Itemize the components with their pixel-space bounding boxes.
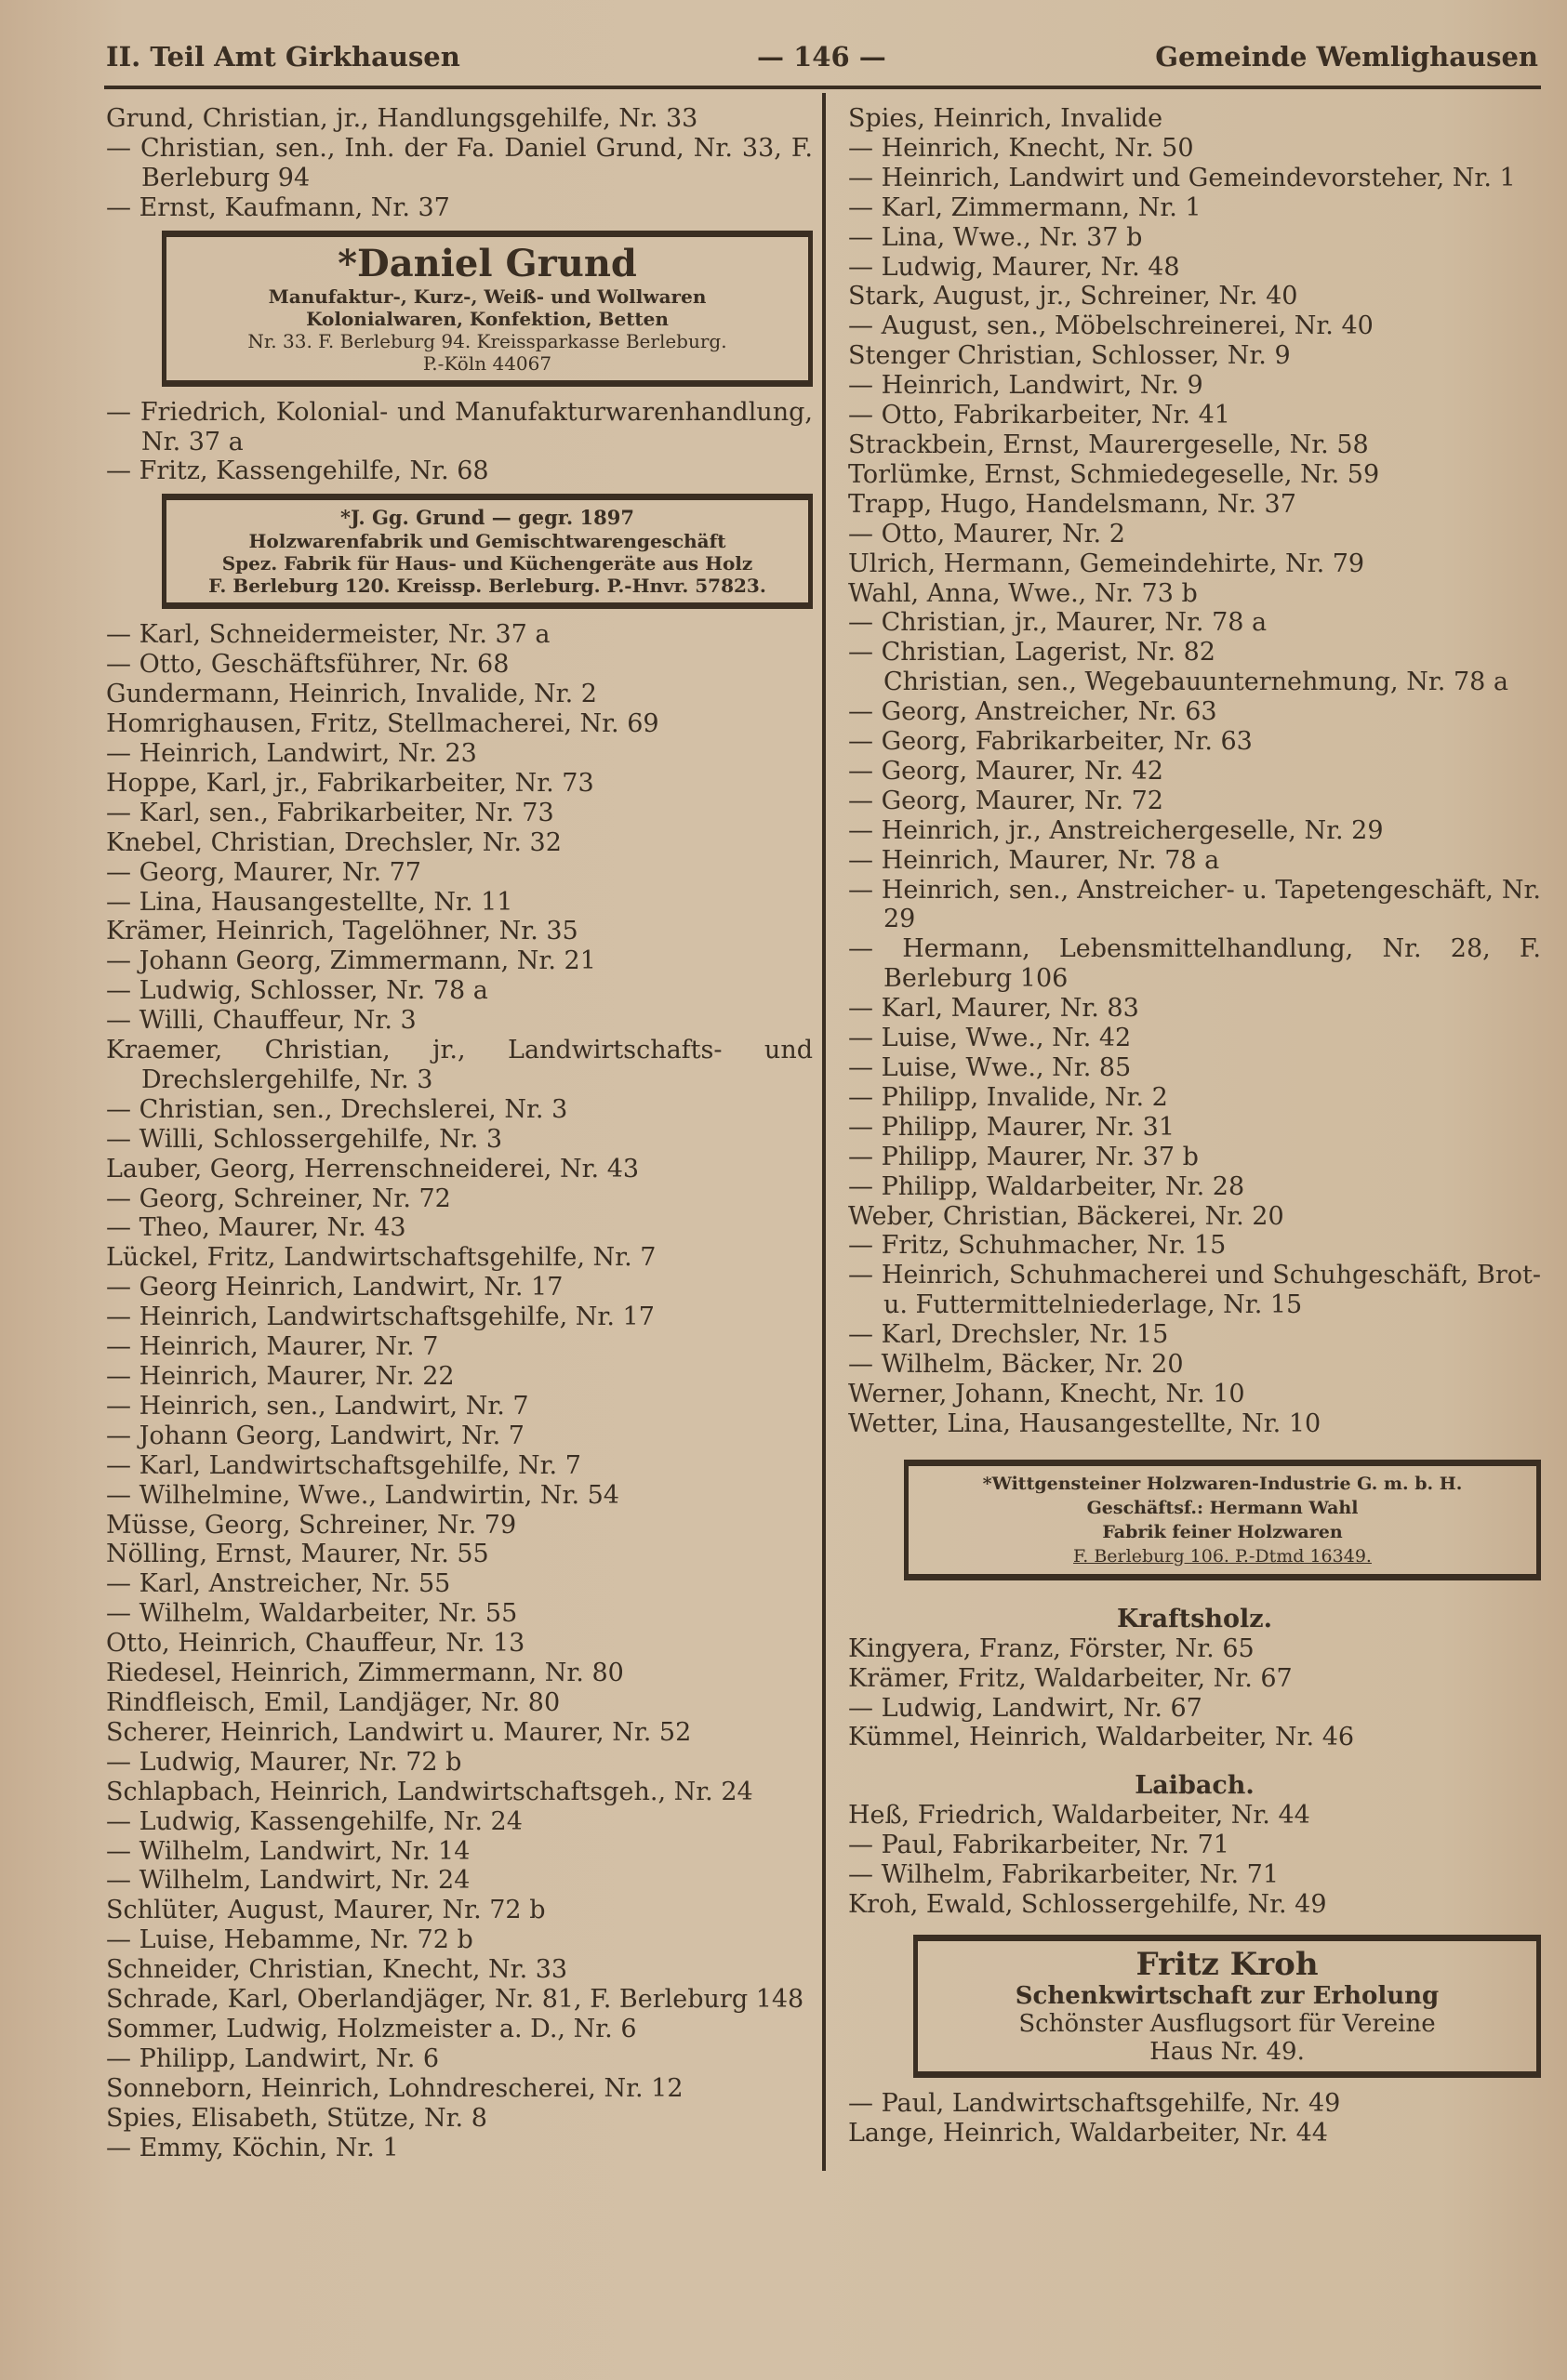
directory-entry: Christian, sen., Wegebauunternehmung, Nr. 78 a <box>883 668 1508 697</box>
directory-entry: Schlüter, August, Maurer, Nr. 72 b <box>106 1896 546 1925</box>
directory-entry: Weber, Christian, Bäckerei, Nr. 20 <box>848 1201 1284 1231</box>
directory-entry: Stark, August, jr., Schreiner, Nr. 40 <box>848 282 1298 311</box>
directory-entry: — Georg, Fabrikarbeiter, Nr. 63 <box>848 727 1541 757</box>
directory-entry: — Heinrich, jr., Anstreichergeselle, Nr. 29 <box>848 816 1541 846</box>
directory-entry: Torlümke, Ernst, Schmiedegeselle, Nr. 59 <box>848 459 1380 489</box>
directory-entry: — Otto, Fabrikarbeiter, Nr. 41 <box>848 401 1541 430</box>
directory-entry: — Wilhelmine, Wwe., Landwirtin, Nr. 54 <box>106 1481 813 1511</box>
directory-entry: Strackbein, Ernst, Maurergeselle, Nr. 58 <box>848 430 1369 459</box>
directory-entry: — Georg Heinrich, Landwirt, Nr. 17 <box>106 1273 813 1302</box>
directory-entry: Sonneborn, Heinrich, Lohndrescherei, Nr. 12 <box>106 2073 684 2103</box>
directory-entry: — Wilhelm, Waldarbeiter, Nr. 55 <box>106 1599 813 1629</box>
directory-entry: — Philipp, Invalide, Nr. 2 <box>848 1083 1541 1113</box>
ad-line: Nr. 33. F. Berleburg 94. Kreissparkasse Berleburg. <box>247 329 727 352</box>
header-section-title: II. Teil Amt Girkhausen <box>106 41 460 73</box>
directory-entry: — Lina, Hausangestellte, Nr. 11 <box>106 888 813 918</box>
directory-entry: — Heinrich, Knecht, Nr. 50 <box>848 134 1541 164</box>
directory-entry: — Ludwig, Maurer, Nr. 48 <box>848 253 1541 283</box>
directory-entry: — Ludwig, Kassengehilfe, Nr. 24 <box>106 1807 813 1837</box>
directory-entry: Wahl, Anna, Wwe., Nr. 73 b <box>848 578 1198 608</box>
directory-entry: — Georg, Anstreicher, Nr. 63 <box>848 697 1541 727</box>
ad-title: Fritz Kroh <box>1135 1945 1319 1983</box>
directory-entry: — Karl, sen., Fabrikarbeiter, Nr. 73 <box>106 799 813 828</box>
directory-entry: Spies, Heinrich, Invalide <box>848 104 1163 133</box>
entry-list <box>848 2089 1541 2149</box>
directory-entry: Lauber, Georg, Herrenschneiderei, Nr. 43 <box>106 1154 640 1183</box>
ad-line: F. Berleburg 120. Kreissp. Berleburg. P.-Hnvr. 57823. <box>208 575 766 598</box>
ad-line: Manufaktur-, Kurz-, Weiß- und Wollwaren <box>268 284 707 308</box>
directory-entry: — Ludwig, Landwirt, Nr. 67 <box>848 1694 1541 1724</box>
directory-entry: — Georg, Maurer, Nr. 72 <box>848 787 1541 816</box>
directory-entry: Krämer, Fritz, Waldarbeiter, Nr. 67 <box>848 1663 1293 1693</box>
directory-entry: — Heinrich, Landwirtschaftsgehilfe, Nr. 17 <box>106 1302 813 1332</box>
entry-list <box>106 620 813 2162</box>
entry-list <box>106 104 813 223</box>
directory-entry: — Theo, Maurer, Nr. 43 <box>106 1213 813 1243</box>
directory-entry: Homrighausen, Fritz, Stellmacherei, Nr. 69 <box>106 709 659 739</box>
directory-entry: — Wilhelm, Landwirt, Nr. 24 <box>106 1866 813 1896</box>
ad-line: Haus Nr. 49. <box>1149 2037 1305 2066</box>
directory-entry: — Christian, jr., Maurer, Nr. 78 a <box>848 608 1541 638</box>
directory-entry: Heß, Friedrich, Waldarbeiter, Nr. 44 <box>848 1801 1310 1831</box>
directory-entry: Riedesel, Heinrich, Zimmermann, Nr. 80 <box>106 1659 624 1688</box>
directory-entry: Wetter, Lina, Hausangestellte, Nr. 10 <box>848 1408 1321 1438</box>
column-divider <box>822 93 826 2171</box>
directory-entry: — Luise, Wwe., Nr. 85 <box>848 1053 1541 1083</box>
directory-entry: — Hermann, Lebensmittelhandlung, Nr. 28, F. Berleburg 106 <box>848 934 1541 994</box>
directory-entry: Kümmel, Heinrich, Waldarbeiter, Nr. 46 <box>848 1723 1355 1752</box>
directory-entry: — Heinrich, Landwirt, Nr. 9 <box>848 371 1541 401</box>
directory-entry: — Heinrich, Landwirt und Gemeindevorsteher, Nr. 1 <box>848 164 1541 193</box>
directory-entry: — Willi, Chauffeur, Nr. 3 <box>106 1006 813 1036</box>
directory-entry: — Georg, Maurer, Nr. 42 <box>848 757 1541 787</box>
directory-entry: Hoppe, Karl, jr., Fabrikarbeiter, Nr. 73 <box>106 768 594 798</box>
directory-entry: Stenger Christian, Schlosser, Nr. 9 <box>848 341 1291 371</box>
directory-entry: Kroh, Ewald, Schlossergehilfe, Nr. 49 <box>848 1889 1327 1919</box>
directory-entry: — Wilhelm, Fabrikarbeiter, Nr. 71 <box>848 1860 1541 1890</box>
directory-entry: Lückel, Fritz, Landwirtschaftsgehilfe, Nr. 7 <box>106 1243 657 1273</box>
directory-entry: — Ludwig, Maurer, Nr. 72 b <box>106 1748 813 1778</box>
ad-title: *Daniel Grund <box>338 241 637 285</box>
directory-entry: — Heinrich, sen., Anstreicher- u. Tapetengeschäft, Nr. 29 <box>848 876 1541 935</box>
directory-entry: — Otto, Maurer, Nr. 2 <box>848 520 1541 549</box>
page-header <box>106 41 1538 78</box>
directory-entry: — Fritz, Kassengehilfe, Nr. 68 <box>106 456 813 486</box>
directory-entry: — Philipp, Maurer, Nr. 37 b <box>848 1143 1541 1172</box>
directory-entry: Sommer, Ludwig, Holzmeister a. D., Nr. 6 <box>106 2014 637 2043</box>
ad-line: Kolonialwaren, Konfektion, Betten <box>306 307 669 330</box>
ad-line: Schönster Ausflugsort für Vereine <box>1018 2009 1436 2038</box>
directory-entry: — Luise, Hebamme, Nr. 72 b <box>106 1925 813 1955</box>
directory-entry: Schneider, Christian, Knecht, Nr. 33 <box>106 1955 568 1985</box>
directory-entry: — Paul, Fabrikarbeiter, Nr. 71 <box>848 1831 1541 1860</box>
page-number: — 146 — <box>757 41 886 73</box>
directory-entry: — Karl, Zimmermann, Nr. 1 <box>848 193 1541 223</box>
ad-line: P.-Köln 44067 <box>422 351 552 375</box>
directory-entry: Schrade, Karl, Oberlandjäger, Nr. 81, F. Berleburg 148 <box>106 1985 804 2015</box>
directory-entry: — Georg, Schreiner, Nr. 72 <box>106 1184 813 1214</box>
directory-entry: — Karl, Anstreicher, Nr. 55 <box>106 1569 813 1599</box>
directory-entry: — Karl, Maurer, Nr. 83 <box>848 994 1541 1024</box>
directory-entry: Rindfleisch, Emil, Landjäger, Nr. 80 <box>106 1687 561 1717</box>
directory-entry: — Heinrich, Schuhmacherei und Schuhgeschäft, Brot- u. Futtermittelniederlage, Nr. 15 <box>848 1261 1541 1320</box>
directory-entry: — Philipp, Waldarbeiter, Nr. 28 <box>848 1172 1541 1202</box>
ad-line: Geschäftsf.: Hermann Wahl <box>1086 1497 1359 1518</box>
directory-entry: Otto, Heinrich, Chauffeur, Nr. 13 <box>106 1629 525 1659</box>
directory-entry: — Johann Georg, Zimmermann, Nr. 21 <box>106 946 813 976</box>
entry-list <box>106 398 813 487</box>
section-heading-laibach: Laibach. <box>1135 1771 1255 1801</box>
directory-entry: Kingyera, Franz, Förster, Nr. 65 <box>848 1633 1255 1663</box>
directory-entry: Trapp, Hugo, Handelsmann, Nr. 37 <box>848 489 1296 519</box>
directory-entry: Ulrich, Hermann, Gemeindehirte, Nr. 79 <box>848 549 1365 578</box>
ad-line: Holzwarenfabrik und Gemischtwarengeschäft <box>248 530 726 553</box>
directory-entry: — Christian, sen., Inh. der Fa. Daniel Grund, Nr. 33, F. Berleburg 94 <box>106 134 813 193</box>
directory-entry: — Ludwig, Schlosser, Nr. 78 a <box>106 976 813 1006</box>
directory-entry: — Otto, Geschäftsführer, Nr. 68 <box>106 650 813 680</box>
directory-entry: — Christian, sen., Drechslerei, Nr. 3 <box>106 1095 813 1125</box>
directory-entry: — August, sen., Möbelschreinerei, Nr. 40 <box>848 311 1541 341</box>
directory-entry: Knebel, Christian, Drechsler, Nr. 32 <box>106 827 562 857</box>
directory-entry: — Ernst, Kaufmann, Nr. 37 <box>106 193 813 223</box>
directory-entry: Krämer, Heinrich, Tagelöhner, Nr. 35 <box>106 917 578 946</box>
right-column <box>848 104 1541 2149</box>
header-municipality: Gemeinde Wemlighausen <box>1155 41 1538 73</box>
directory-entry: Kraemer, Christian, jr., Landwirtschafts- und Drechslergehilfe, Nr. 3 <box>106 1036 813 1094</box>
ad-fritz-kroh <box>913 1935 1541 2078</box>
section-heading-kraftsholz: Kraftsholz. <box>1116 1604 1273 1633</box>
directory-entry: Müsse, Georg, Schreiner, Nr. 79 <box>106 1510 517 1540</box>
directory-entry: — Philipp, Maurer, Nr. 31 <box>848 1113 1541 1143</box>
directory-entry: Schlapbach, Heinrich, Landwirtschaftsgeh., Nr. 24 <box>106 1777 753 1806</box>
ad-jg-grund <box>162 494 813 609</box>
directory-entry: — Karl, Schneidermeister, Nr. 37 a <box>106 620 813 650</box>
directory-entry: — Johann Georg, Landwirt, Nr. 7 <box>106 1421 813 1451</box>
directory-entry: Lange, Heinrich, Waldarbeiter, Nr. 44 <box>848 2118 1328 2148</box>
ad-title: *J. Gg. Grund — gegr. 1897 <box>340 506 634 530</box>
header-rule <box>104 86 1541 89</box>
directory-entry: — Heinrich, sen., Landwirt, Nr. 7 <box>106 1392 813 1421</box>
directory-entry: — Philipp, Landwirt, Nr. 6 <box>106 2044 813 2074</box>
ad-underlined-contact: F. Berleburg 106. P.-Dtmd 16349. <box>1073 1545 1372 1567</box>
ad-line <box>918 1544 1527 1568</box>
directory-entry: — Paul, Landwirtschaftsgehilfe, Nr. 49 <box>848 2089 1541 2119</box>
entry-list <box>848 104 1541 1439</box>
directory-entry: — Heinrich, Landwirt, Nr. 23 <box>106 739 813 769</box>
ad-title: *Wittgensteiner Holzwaren-Industrie G. m. b. H. <box>982 1473 1463 1494</box>
directory-entry: — Heinrich, Maurer, Nr. 22 <box>106 1362 813 1392</box>
directory-entry: — Heinrich, Maurer, Nr. 78 a <box>848 846 1541 876</box>
ad-line: Fabrik feiner Holzwaren <box>1102 1521 1343 1542</box>
directory-entry: — Lina, Wwe., Nr. 37 b <box>848 223 1541 253</box>
entry-list <box>848 1634 1541 1753</box>
ad-daniel-grund <box>162 231 813 387</box>
directory-entry: — Georg, Maurer, Nr. 77 <box>106 858 813 888</box>
directory-entry: — Luise, Wwe., Nr. 42 <box>848 1024 1541 1053</box>
directory-entry: — Heinrich, Maurer, Nr. 7 <box>106 1332 813 1362</box>
directory-entry: — Wilhelm, Bäcker, Nr. 20 <box>848 1350 1541 1380</box>
directory-entry: — Christian, Lagerist, Nr. 82 <box>848 638 1541 668</box>
directory-entry: — Wilhelm, Landwirt, Nr. 14 <box>106 1837 813 1867</box>
ad-line: Schenkwirtschaft zur Erholung <box>1015 1981 1440 2010</box>
directory-entry: — Emmy, Köchin, Nr. 1 <box>106 2134 813 2163</box>
directory-entry: — Karl, Landwirtschaftsgehilfe, Nr. 7 <box>106 1451 813 1481</box>
directory-entry: Gundermann, Heinrich, Invalide, Nr. 2 <box>106 680 597 709</box>
directory-entry: Scherer, Heinrich, Landwirt u. Maurer, Nr. 52 <box>106 1717 692 1747</box>
directory-entry: Spies, Elisabeth, Stütze, Nr. 8 <box>106 2103 487 2133</box>
left-column <box>106 104 813 2162</box>
directory-entry: — Friedrich, Kolonial- und Manufakturwarenhandlung, Nr. 37 a <box>106 398 813 457</box>
ad-line: Spez. Fabrik für Haus- und Küchengeräte aus Holz <box>221 552 753 575</box>
directory-entry: Nölling, Ernst, Maurer, Nr. 55 <box>106 1540 489 1569</box>
directory-entry: — Karl, Drechsler, Nr. 15 <box>848 1320 1541 1350</box>
directory-entry: Grund, Christian, jr., Handlungsgehilfe, Nr. 33 <box>106 104 698 133</box>
directory-entry: — Willi, Schlossergehilfe, Nr. 3 <box>106 1125 813 1155</box>
ad-wittgensteiner <box>904 1460 1541 1580</box>
entry-list <box>848 1801 1541 1920</box>
directory-entry: Werner, Johann, Knecht, Nr. 10 <box>848 1379 1245 1408</box>
directory-entry: — Fritz, Schuhmacher, Nr. 15 <box>848 1231 1541 1261</box>
